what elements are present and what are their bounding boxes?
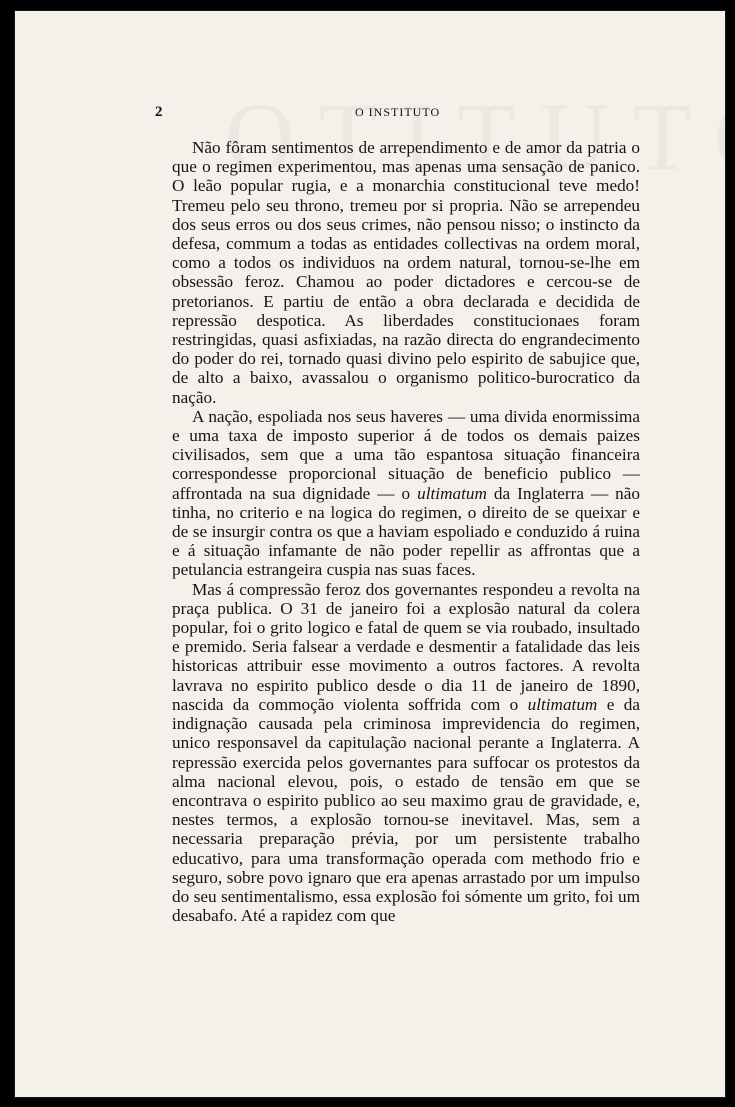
page-header <box>155 104 625 124</box>
paragraph-1 <box>172 138 640 407</box>
paragraph-text: A nação, espoliada nos seus haveres — uma divida enormissima e uma taxa de imposto superior á de todos os demais paizes civilisados, sem que a uma tão espantosa situação financeira correspondesse proporcional situação de beneficio publico — affrontada na sua dignidade — o <box>172 406 640 503</box>
body-text <box>172 138 640 925</box>
paragraph-text: Não fôram sentimentos de arrependimento e de amor da patria o que o regimen experimentou, mas apenas uma sensação de panico. O leão popular rugia, e a monarchia constitucional teve medo! Tremeu pelo seu throno, tremeu por si propria. Não se arrependeu dos seus erros ou dos seus crimes, não pensou nisso; o instincto da defesa, commum a todas as entidades collectivas na ordem moral, como a todos os individuos na ordem natural, tornou-se-lhe em obsessão feroz. Chamou ao poder dictadores e cercou-se de pretorianos. E partiu de então a obra declarada e decidida de repressão despotica. As liberdades constitucionaes foram restringidas, quasi asfixiadas, na razão directa do engrandecimento do poder do rei, tornado quasi divino pelo espirito de sabujice que, de alto a baixo, avassalou o organismo politico-burocratico da nação. <box>172 138 640 407</box>
page-number: 2 <box>155 104 163 120</box>
paragraph-2 <box>172 407 640 580</box>
italic-term: ultimatum <box>527 694 598 714</box>
paragraph-text: e da indignação causada pela criminosa imprevidencia do regimen, unico responsavel da capitulação nacional perante a Inglaterra. A repressão exercida pelos governantes para suffocar os protestos da alma nacional elevou, pois, o estado de tensão em que se encontrava o espirito publico ao seu maximo grau de gravidade, e, nestes termos, a explosão tornou-se inevitavel. Mas, sem a necessaria preparação prévia, por um persistente trabalho educativo, para uma transformação operada com methodo frio e seguro, sobre povo ignaro que era apenas arrastado por um impulso do seu sentimentalismo, essa explosão foi sómente um grito, foi um desabafo. Até a rapidez com que <box>172 694 640 926</box>
paragraph-text: da Inglaterra — não tinha, no criterio e na logica do regimen, o direito de se queixar e de se insurgir contra os que a haviam espoliado e conduzido á ruina e á situação infamante de não poder repellir as affrontas que a petulancia estrangeira cuspia nas suas faces. <box>172 483 640 580</box>
italic-term: ultimatum <box>417 483 487 503</box>
running-title: O INSTITUTO <box>355 105 441 119</box>
paragraph-text: Mas á compressão feroz dos governantes respondeu a revolta na praça publica. O 31 de janeiro foi a explosão natural da colera popular, foi o grito logico e fatal de quem se via roubado, insultado e premido. Seria falsear a verdade e desmentir a fatalidade das leis historicas attribuir esse movimento a outros factores. A revolta lavrava no espirito publico desde o dia 11 de janeiro de 1890, nascida da commoção violenta soffrida com o <box>172 579 640 714</box>
paragraph-3 <box>172 580 640 926</box>
